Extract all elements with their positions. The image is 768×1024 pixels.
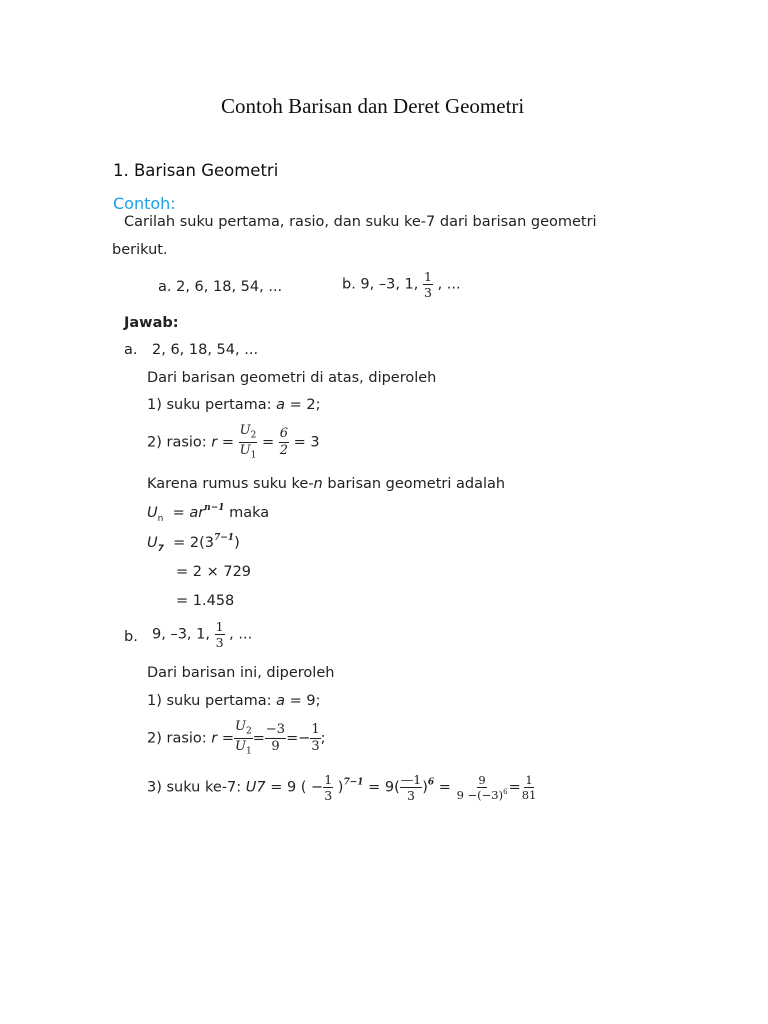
part-a-ratio-fraction-u: [239, 424, 258, 461]
nine: 9: [271, 739, 280, 755]
part-b-sequence-prefix: 9, –3, 1,: [152, 626, 210, 643]
b-u7-var: U7: [245, 779, 266, 796]
b-f3-num: 9: [478, 773, 486, 788]
part-a-first-term-text: 1) suku pertama:: [147, 397, 272, 413]
b-f3-den: 9 −(−3): [456, 788, 504, 803]
u1-subscript: 1: [250, 450, 257, 461]
b-f2-den: 3: [407, 788, 415, 804]
problem-b: [342, 270, 461, 299]
part-b-first-term-val: = 9;: [289, 693, 321, 709]
problem-b-suffix: , ...: [437, 276, 461, 293]
part-b-ratio-eq1: =: [252, 730, 265, 747]
part-b-first-term-var: a: [276, 693, 286, 709]
part-a-ratio-fraction-num: [279, 427, 289, 457]
b-f3-den-exp: 6: [503, 788, 508, 797]
part-a-un-formula: [147, 504, 269, 524]
b-f4-den: 81: [521, 788, 537, 803]
example-label: Contoh:: [113, 194, 176, 213]
part-b-ratio-fraction-third: [310, 723, 320, 753]
seq-fraction-num: 1: [215, 619, 224, 634]
u7-var: U: [147, 535, 158, 551]
part-b-ratio: [147, 720, 326, 757]
part-b-ratio-text: 2) rasio:: [147, 730, 207, 747]
un-maka: maka: [229, 505, 270, 521]
part-a-ratio-result: = 3: [293, 434, 320, 451]
part-a-label: a.: [124, 342, 138, 358]
problem-b-prefix: b. 9, –3, 1,: [342, 276, 419, 293]
b-u7-eq3: =: [438, 779, 451, 796]
page-title: Contoh Barisan dan Deret Geometri: [221, 94, 525, 118]
seq-fraction-den: 3: [215, 635, 224, 651]
b-u1-subscript: 1: [246, 746, 252, 757]
part-a-step-3: = 1.458: [176, 593, 235, 609]
b-f2-num: —1: [400, 772, 422, 787]
b-f1-den: 3: [324, 788, 333, 804]
part-b-sequence-fraction: [215, 620, 225, 649]
part-a-first-term-var: a: [276, 397, 286, 413]
b-u1-symbol: U: [235, 739, 246, 755]
minus-three: −3: [265, 722, 286, 738]
question-line-1: Carilah suku pertama, rasio, dan suku ke-7 dari barisan geometri: [124, 214, 597, 230]
part-a-formula-intro: [147, 477, 505, 492]
part-b-u7: [147, 773, 537, 802]
part-a-intro: Dari barisan geometri di atas, diperoleh: [147, 370, 437, 386]
part-b-ratio-fraction-u: [234, 720, 253, 757]
u7-close: ): [234, 535, 240, 551]
one: 1: [311, 722, 320, 738]
part-b-ratio-fraction-m3: [265, 723, 286, 753]
part-a-sequence: 2, 6, 18, 54, ...: [152, 342, 259, 358]
un-sub: n: [157, 513, 164, 524]
part-a-step-2: = 2 × 729: [176, 564, 252, 580]
b-f4-num: 1: [525, 773, 533, 788]
u1-symbol: U: [239, 443, 251, 459]
six-value: 6: [279, 426, 288, 442]
part-a-ratio-var: r =: [211, 434, 235, 451]
part-b-ratio-semi: ;: [320, 730, 326, 747]
u7-eq: = 2(3: [173, 535, 214, 551]
b-u7-exp2: 6: [427, 777, 435, 788]
formula-intro-n: n: [313, 476, 323, 492]
problem-a: a. 2, 6, 18, 54, ...: [158, 279, 283, 295]
b-u2-symbol: U: [235, 719, 246, 734]
part-a-ratio: [147, 424, 320, 461]
three: 3: [311, 739, 320, 755]
formula-intro-2: barisan geometri adalah: [327, 476, 506, 492]
part-a-ratio-eq: =: [261, 434, 275, 451]
b-u7-frac2: [400, 773, 422, 802]
part-b-sequence-suffix: , ...: [229, 626, 253, 643]
part-b-first-term-text: 1) suku pertama:: [147, 693, 272, 709]
part-b-sequence: [152, 620, 252, 649]
u7-sub: 7: [157, 543, 164, 554]
part-b-first-term: [147, 694, 321, 709]
b-u7-text: 3) suku ke-7:: [147, 779, 242, 796]
b-f1-num: 1: [324, 772, 333, 787]
two-value: 2: [279, 443, 288, 459]
un-var: U: [147, 505, 158, 521]
problem-b-fraction: [423, 270, 433, 299]
problem-b-fraction-den: 3: [424, 285, 432, 301]
question-line-2: berikut.: [112, 242, 168, 258]
part-a-u7: [147, 534, 240, 554]
b-u7-close2: ): [422, 779, 428, 796]
u7-exp: 7−1: [213, 533, 235, 543]
part-a-first-term: [147, 398, 321, 413]
b-u7-frac4: [521, 774, 538, 801]
b-u2-subscript: 2: [246, 726, 252, 737]
b-u7-eq4: =: [508, 779, 521, 796]
b-u7-eq2: = 9(: [368, 779, 400, 796]
b-u7-close: ): [337, 779, 344, 796]
b-u7-exp: 7−1: [343, 777, 364, 788]
un-exp: n−1: [204, 503, 225, 513]
part-b-ratio-eq2: =−: [286, 730, 311, 747]
section-heading: 1. Barisan Geometri: [113, 161, 279, 180]
un-eq: = ar: [172, 505, 205, 521]
part-b-ratio-var: r =: [211, 730, 235, 747]
problem-b-fraction-num: 1: [424, 269, 432, 284]
b-u7-eq: = 9 ( −: [270, 779, 324, 796]
part-a-first-term-val: = 2;: [289, 397, 321, 413]
u2-symbol: U: [239, 423, 251, 438]
b-u7-frac3: [456, 774, 509, 801]
part-a-ratio-text: 2) rasio:: [147, 434, 207, 451]
formula-intro-1: Karena rumus suku ke-: [147, 476, 314, 492]
answer-label: Jawab:: [124, 315, 179, 331]
u2-subscript: 2: [250, 430, 257, 441]
part-b-label: b.: [124, 629, 138, 645]
part-b-intro: Dari barisan ini, diperoleh: [147, 665, 335, 681]
b-u7-frac1: [323, 773, 333, 802]
